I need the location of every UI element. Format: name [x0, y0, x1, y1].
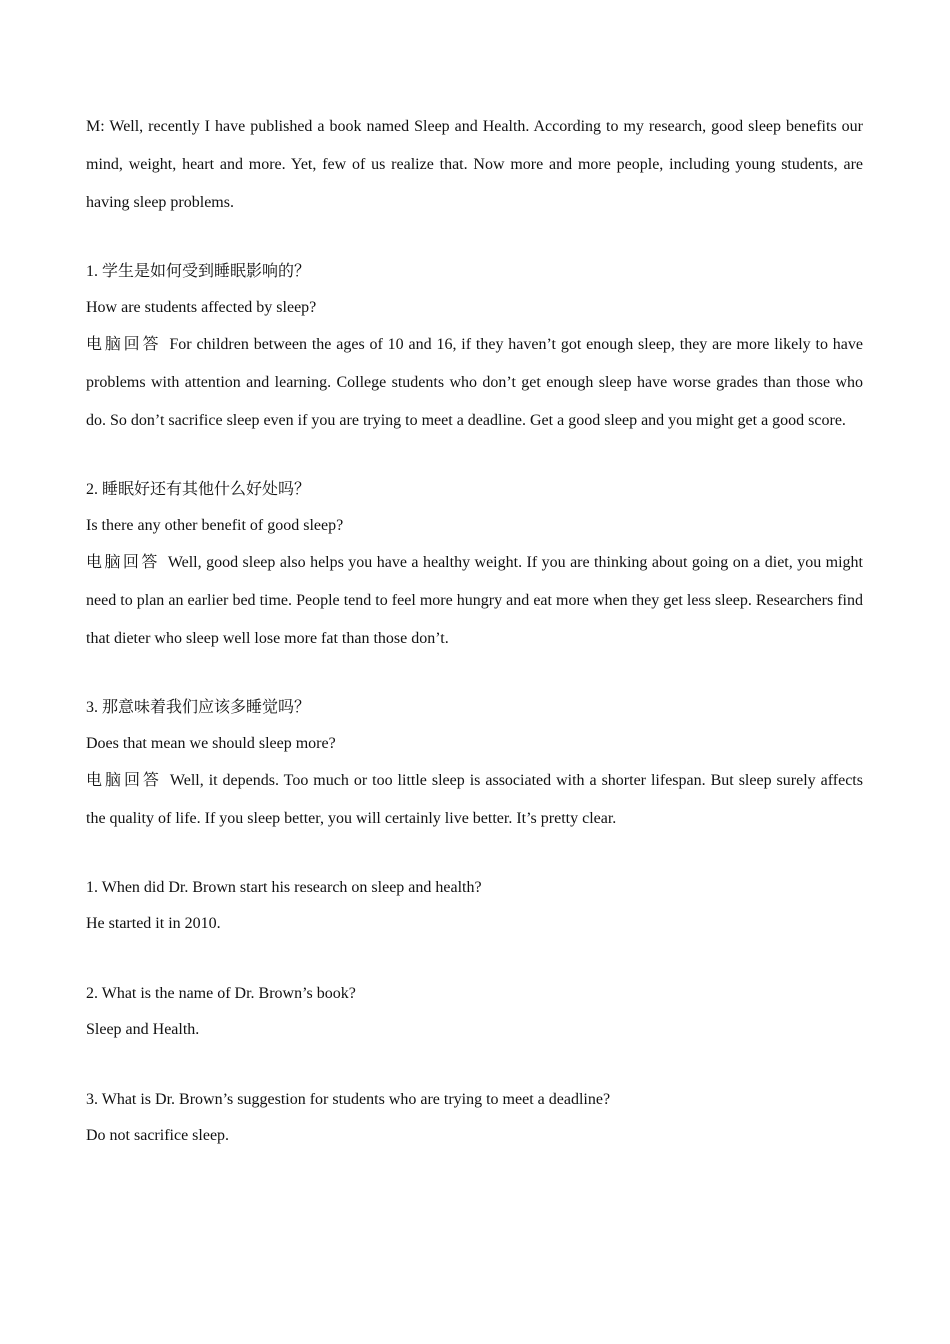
- answer-paragraph: [86, 326, 863, 440]
- question-english: How are students affected by sleep?: [86, 299, 317, 316]
- answer-label: 电脑回答: [86, 772, 162, 789]
- document-page: [86, 108, 863, 1188]
- comprehension-question: 3. What is Dr. Brown’s suggestion for students who are trying to meet a deadline?: [86, 1091, 611, 1108]
- question-chinese: 1. 学生是如何受到睡眠影响的？: [86, 263, 311, 280]
- comprehension-answer: Do not sacrifice sleep.: [86, 1127, 230, 1144]
- answer-paragraph: [86, 762, 863, 838]
- answer-text: Well, good sleep also helps you have a healthy weight. If you are thinking about going on a diet, you might need to plan an earlier bed time. People tend to feel more hungry and eat more when they get less sleep. Researchers find that dieter who sleep well lose more fat than those don’t.: [86, 554, 863, 647]
- comprehension-question: 2. What is the name of Dr. Brown’s book?: [86, 985, 356, 1002]
- answer-text: Well, it depends. Too much or too little sleep is associated with a shorter lifespan. But sleep surely affects the quality of life. If you sleep better, you will certainly live better. It’s pretty clear.: [86, 772, 863, 827]
- intro-paragraph: M: Well, recently I have published a book named Sleep and Health. According to my research, good sleep benefits our mind, weight, heart and more. Yet, few of us realize that. Now more and more people, including young students, are having sleep problems.: [86, 118, 863, 211]
- comprehension-item: [86, 870, 863, 942]
- answer-paragraph: [86, 544, 863, 658]
- comprehension-item: [86, 976, 863, 1048]
- answer-label: 电脑回答: [86, 336, 162, 353]
- qa-item: [86, 690, 863, 838]
- answer-label: 电脑回答: [86, 554, 160, 571]
- question-english: Does that mean we should sleep more?: [86, 735, 336, 752]
- question-chinese: 3. 那意味着我们应该多睡觉吗？: [86, 699, 311, 716]
- comprehension-question: 1. When did Dr. Brown start his research on sleep and health?: [86, 879, 482, 896]
- answer-text: For children between the ages of 10 and 16, if they haven’t got enough sleep, they are more likely to have problems with attention and learning. College students who don’t get enough sleep have worse grades than those who do. So don’t sacrifice sleep even if you are trying to meet a deadline. Get a good sleep and you might get a good score.: [86, 336, 863, 429]
- qa-item: [86, 254, 863, 440]
- comprehension-answer: He started it in 2010.: [86, 915, 221, 932]
- qa-item: [86, 472, 863, 658]
- comprehension-answer: Sleep and Health.: [86, 1021, 200, 1038]
- comprehension-item: [86, 1082, 863, 1154]
- question-chinese: 2. 睡眠好还有其他什么好处吗？: [86, 481, 311, 498]
- question-english: Is there any other benefit of good sleep?: [86, 517, 344, 534]
